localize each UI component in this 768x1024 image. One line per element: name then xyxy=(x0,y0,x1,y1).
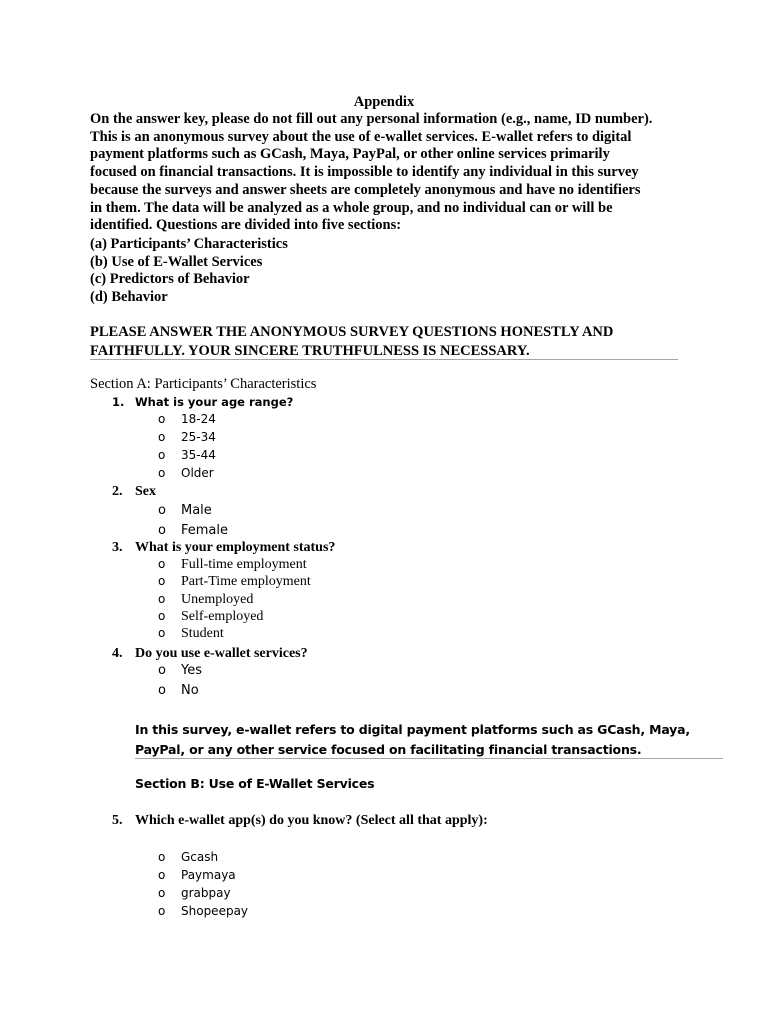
bullet-icon: o xyxy=(158,663,166,678)
question-text: Do you use e-wallet services? xyxy=(135,646,308,661)
option-label: grabpay xyxy=(181,886,231,900)
option-item[interactable] xyxy=(158,592,253,608)
question-number: 3. xyxy=(112,540,123,555)
section-list-item: (b) Use of E-Wallet Services xyxy=(90,253,263,270)
question-4 xyxy=(112,646,308,662)
note-line: PayPal, or any other service focused on facilitating financial transactions. xyxy=(135,741,642,757)
option-label: 25-34 xyxy=(181,430,216,444)
option-label: No xyxy=(181,683,199,698)
bullet-icon: o xyxy=(158,466,166,480)
option-item[interactable] xyxy=(158,868,236,882)
intro-line: On the answer key, please do not fill out any personal information (e.g., name, ID number). xyxy=(90,111,653,127)
bullet-icon: o xyxy=(158,574,166,588)
option-item[interactable] xyxy=(158,574,311,590)
bullet-icon: o xyxy=(158,850,166,864)
section-b-title: Section B: Use of E-Wallet Services xyxy=(135,776,375,791)
question-number: 5. xyxy=(112,813,123,828)
honesty-notice xyxy=(90,323,678,361)
bullet-icon: o xyxy=(158,886,166,900)
intro-line: This is an anonymous survey about the use of e-wallet services. E-wallet refers to digital xyxy=(90,128,632,145)
intro-line: in them. The data will be analyzed as a whole group, and no individual can or will be xyxy=(90,199,613,216)
intro-line: because the surveys and answer sheets are completely anonymous and have no identifiers xyxy=(90,181,641,198)
question-text: Which e-wallet app(s) do you know? (Select all that apply): xyxy=(135,813,488,828)
option-item[interactable] xyxy=(158,683,199,698)
option-label: Female xyxy=(181,523,229,538)
option-label: Yes xyxy=(181,663,202,678)
question-text: What is your age range? xyxy=(135,395,294,409)
option-item[interactable] xyxy=(158,466,214,480)
bullet-icon: o xyxy=(158,868,166,882)
option-label: Male xyxy=(181,503,212,518)
option-item[interactable] xyxy=(158,557,307,573)
intro-line: payment platforms such as GCash, Maya, PayPal, or other online services primarily xyxy=(90,146,610,163)
bullet-icon: o xyxy=(158,557,166,571)
question-2 xyxy=(112,484,156,500)
bullet-icon: o xyxy=(158,683,166,698)
notice-line: PLEASE ANSWER THE ANONYMOUS SURVEY QUESTIONS HONESTLY AND xyxy=(90,324,614,340)
question-number: 4. xyxy=(112,646,123,661)
ewallet-definition-note xyxy=(135,720,725,759)
option-item[interactable] xyxy=(158,904,248,918)
intro-line: focused on financial transactions. It is impossible to identify any individual in this survey xyxy=(90,164,639,181)
bullet-icon: o xyxy=(158,592,166,606)
question-text: What is your employment status? xyxy=(135,540,336,555)
section-list-item: (c) Predictors of Behavior xyxy=(90,271,250,288)
notice-line: FAITHFULLY. YOUR SINCERE TRUTHFULNESS IS NECESSARY. xyxy=(90,343,530,359)
intro-paragraph xyxy=(90,111,690,235)
question-5 xyxy=(112,813,488,829)
bullet-icon: o xyxy=(158,430,166,444)
option-item[interactable] xyxy=(158,448,216,462)
option-item[interactable] xyxy=(158,663,202,678)
section-list-item: (a) Participants’ Characteristics xyxy=(90,236,288,252)
bullet-icon: o xyxy=(158,523,166,538)
option-label: 18-24 xyxy=(181,412,216,426)
option-item[interactable] xyxy=(158,523,228,538)
option-label: Shopeepay xyxy=(181,904,249,918)
bullet-icon: o xyxy=(158,412,166,426)
question-3 xyxy=(112,540,335,556)
option-label: Self-employed xyxy=(181,609,264,624)
page-title: Appendix xyxy=(353,94,415,110)
option-item[interactable] xyxy=(158,430,216,444)
option-label: Full-time employment xyxy=(181,557,307,572)
option-item[interactable] xyxy=(158,412,216,426)
option-label: Student xyxy=(181,626,224,641)
option-label: Part-Time employment xyxy=(181,574,311,589)
bullet-icon: o xyxy=(158,503,166,518)
option-item[interactable] xyxy=(158,503,212,518)
bullet-icon: o xyxy=(158,448,166,462)
question-number: 1. xyxy=(112,395,125,409)
section-list xyxy=(90,236,288,307)
intro-line: identified. Questions are divided into five sections: xyxy=(90,217,402,234)
section-a-title: Section A: Participants’ Characteristics xyxy=(90,376,317,392)
option-item[interactable] xyxy=(158,850,218,864)
question-text: Sex xyxy=(135,484,156,499)
option-label: Older xyxy=(181,466,214,480)
bullet-icon: o xyxy=(158,609,166,623)
option-item[interactable] xyxy=(158,626,224,642)
question-number: 2. xyxy=(112,484,123,499)
option-label: Gcash xyxy=(181,850,219,864)
option-item[interactable] xyxy=(158,609,263,625)
option-label: Unemployed xyxy=(181,592,254,607)
option-label: Paymaya xyxy=(181,868,236,882)
option-label: 35-44 xyxy=(181,448,216,462)
horizontal-rule xyxy=(90,359,678,360)
bullet-icon: o xyxy=(158,904,166,918)
option-item[interactable] xyxy=(158,886,231,900)
bullet-icon: o xyxy=(158,626,166,640)
horizontal-rule xyxy=(135,758,723,759)
question-1 xyxy=(112,395,293,409)
note-line: In this survey, e-wallet refers to digital payment platforms such as GCash, Maya, xyxy=(135,722,690,737)
section-list-item: (d) Behavior xyxy=(90,289,168,306)
